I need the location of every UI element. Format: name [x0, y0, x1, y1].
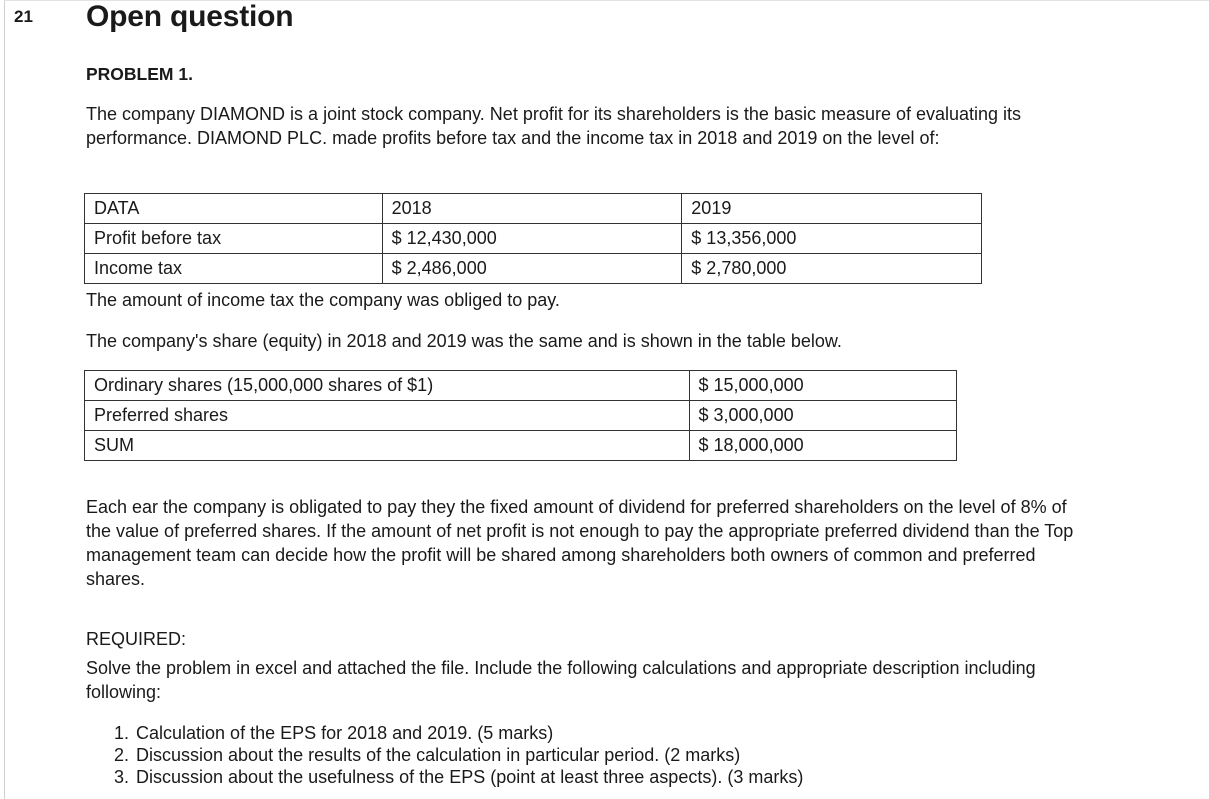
table-cell: $ 12,430,000 — [382, 224, 682, 254]
table-cell: Ordinary shares (15,000,000 shares of $1) — [85, 371, 690, 401]
income-tax-note: The amount of income tax the company was obliged to pay. — [86, 290, 560, 310]
table-cell: $ 18,000,000 — [689, 431, 957, 461]
required-label: REQUIRED: — [86, 629, 187, 649]
list-item: 3. Discussion about the usefulness of the EPS (point at least three aspects). (3 marks) — [134, 766, 803, 788]
table-cell: $ 2,780,000 — [682, 254, 982, 284]
table-header-cell: DATA — [85, 194, 383, 224]
equity-table — [84, 370, 957, 461]
list-item: 1. Calculation of the EPS for 2018 and 2019. (5 marks) — [134, 722, 803, 744]
question-title: Open question — [86, 0, 294, 33]
profit-tax-table — [84, 193, 982, 284]
table-cell: SUM — [85, 431, 690, 461]
table-row — [85, 224, 982, 254]
requirements-list — [86, 722, 803, 788]
table-header-cell: 2019 — [682, 194, 982, 224]
table-row — [85, 254, 982, 284]
list-item: 2. Discussion about the results of the calculation in particular period. (2 marks) — [134, 744, 803, 766]
table-row — [85, 371, 957, 401]
table-header-row — [85, 194, 982, 224]
table-cell: Profit before tax — [85, 224, 383, 254]
dividend-paragraph: Each ear the company is obligated to pay they the fixed amount of dividend for preferred shareholders on the level of 8% of the value of preferred shares. If the amount of net profit is not enough to pay the appropriate preferred dividend than the Top management team can decide how the profit will be shared among shareholders both owners of common and preferred shares. — [86, 497, 1074, 589]
equity-intro: The company's share (equity) in 2018 and 2019 was the same and is shown in the table below. — [86, 331, 842, 351]
table-header-cell: 2018 — [382, 194, 682, 224]
intro-paragraph: The company DIAMOND is a joint stock company. Net profit for its shareholders is the basic measure of evaluating its performance. DIAMOND PLC. made profits before tax and the income tax in 2018 and 2019 on the level of: — [86, 104, 1022, 148]
problem-label: PROBLEM 1. — [86, 64, 193, 84]
question-number: 21 — [14, 7, 33, 26]
table-cell: Income tax — [85, 254, 383, 284]
table-row — [85, 431, 957, 461]
table-cell: $ 13,356,000 — [682, 224, 982, 254]
table-cell: $ 2,486,000 — [382, 254, 682, 284]
required-paragraph: Solve the problem in excel and attached the file. Include the following calculations and appropriate description including following: — [86, 658, 1036, 702]
table-row — [85, 401, 957, 431]
left-margin-rule — [4, 0, 5, 799]
table-cell: Preferred shares — [85, 401, 690, 431]
table-cell: $ 3,000,000 — [689, 401, 957, 431]
table-cell: $ 15,000,000 — [689, 371, 957, 401]
